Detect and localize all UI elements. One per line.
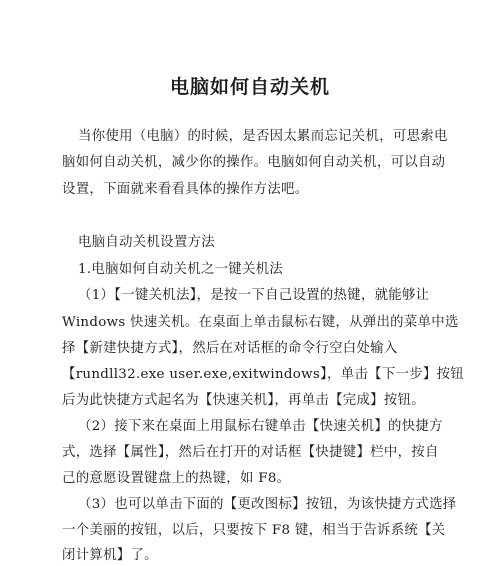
section-heading: 电脑自动关机设置方法 <box>78 235 215 250</box>
paragraph-line: 择【新建快捷方式】，然后在对话框的命令行空白处输入 <box>62 341 398 356</box>
paragraph-line: 【rundll32.exe user.exe,exitwindows】，单击【下一步】按钮 <box>62 367 464 382</box>
paragraph-line: （2）接下来在桌面上用鼠标右键单击【快速关机】的快捷方 <box>78 419 443 434</box>
paragraph-line: 脑如何自动关机，减少你的操作。电脑如何自动关机，可以自动 <box>62 155 446 170</box>
paragraph-line: 后为此快捷方式起名为【快速关机】，再单击【完成】按钮。 <box>62 393 425 408</box>
document-title: 电脑如何自动关机 <box>169 76 330 98</box>
paragraph-line: 己的意愿设置键盘上的热键，如 F8。 <box>62 471 291 486</box>
paragraph-line: 当你使用（电脑）的时候，是否因太累而忘记关机，可思索电 <box>78 129 448 144</box>
paragraph-line: （3）也可以单击下面的【更改图标】按钮，为该快捷方式选择 <box>78 497 457 512</box>
paragraph-line: 式，选择【属性】，然后在打开的对话框【快捷键】栏中，按自 <box>62 445 439 460</box>
subsection-heading: 1.电脑如何自动关机之一键关机法 <box>78 262 284 277</box>
paragraph-line: 设置，下面就来看看具体的操作方法吧。 <box>62 182 309 197</box>
paragraph-line: （1）【一键关机法】，是按一下自己设置的热键，就能够让 <box>78 288 430 303</box>
paragraph-line: Windows 快速关机。在桌面上单击鼠标右键，从弹出的菜单中选 <box>62 315 459 330</box>
paragraph-line: 一个美丽的按钮，以后，只要按下 F8 键，相当于告诉系统【关 <box>62 523 446 538</box>
paragraph-line: 闭计算机】了。 <box>62 548 158 563</box>
